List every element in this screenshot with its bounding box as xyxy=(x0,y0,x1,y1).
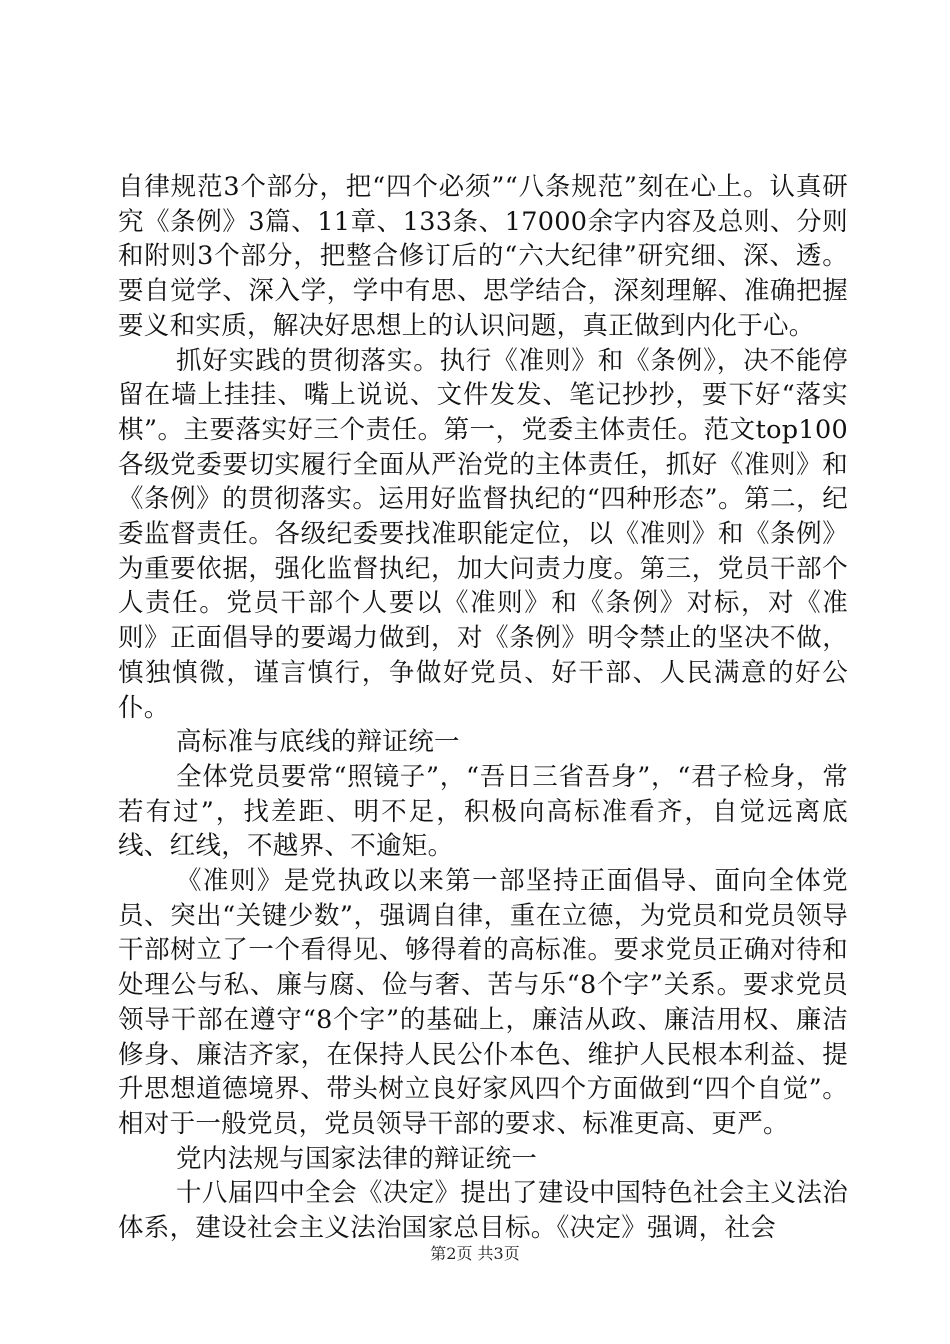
page-footer: 第2页 共3页 xyxy=(430,1244,520,1263)
paragraph: 自律规范3个部分，把“四个必须”“八条规范”刻在心上。认真研究《条例》3篇、11章、133条、17000余字内容及总则、分则和附则3个部分，把整合修订后的“六大纪律”研究细、深、透。要自觉学、深入学，学中有思、思学结合，深刻理解、准确把握要义和实质，解决好思想上的认识问题，真正做到内化于心。 xyxy=(118,172,848,341)
document-body xyxy=(118,170,848,1246)
paragraph: 抓好实践的贯彻落实。执行《准则》和《条例》，决不能停留在墙上挂挂、嘴上说说、文件发发、笔记抄抄，要下好“落实棋”。主要落实好三个责任。第一，党委主体责任。范文top100各级党委要切实履行全面从严治党的主体责任，抓好《准则》和《条例》的贯彻落实。运用好监督执纪的“四种形态”。第二，纪委监督责任。各级纪委要找准职能定位，以《准则》和《条例》为重要依据，强化监督执纪，加大问责力度。第三，党员干部个人责任。党员干部个人要以《准则》和《条例》对标，对《准则》正面倡导的要竭力做到，对《条例》明令禁止的坚决不做，慎独慎微，谨言慎行，争做好党员、好干部、人民满意的好公仆。 xyxy=(118,345,848,723)
section-heading: 党内法规与国家法律的辩证统一 xyxy=(176,1143,538,1174)
paragraph: 《准则》是党执政以来第一部坚持正面倡导、面向全体党员、突出“关键少数”，强调自律，重在立德，为党员和党员领导干部树立了一个看得见、够得着的高标准。要求党员正确对待和处理公与私、廉与腐、俭与奢、苦与乐“8个字”关系。要求党员领导干部在遵守“8个字”的基础上，廉洁从政、廉洁用权、廉洁修身、廉洁齐家，在保持人民公仆本色、维护人民根本利益、提升思想道德境界、带头树立良好家风四个方面做到“四个自觉”。相对于一般党员，党员领导干部的要求、标准更高、更严。 xyxy=(118,866,848,1139)
paragraph: 十八届四中全会《决定》提出了建设中国特色社会主义法治体系，建设社会主义法治国家总目标。《决定》强调，社会 xyxy=(118,1178,848,1244)
section-heading: 高标准与底线的辩证统一 xyxy=(176,727,460,758)
paragraph: 全体党员要常“照镜子”，“吾日三省吾身”，“君子检身，常若有过”，找差距、明不足，积极向高标准看齐，自觉远离底线、红线，不越界、不逾矩。 xyxy=(118,761,848,862)
